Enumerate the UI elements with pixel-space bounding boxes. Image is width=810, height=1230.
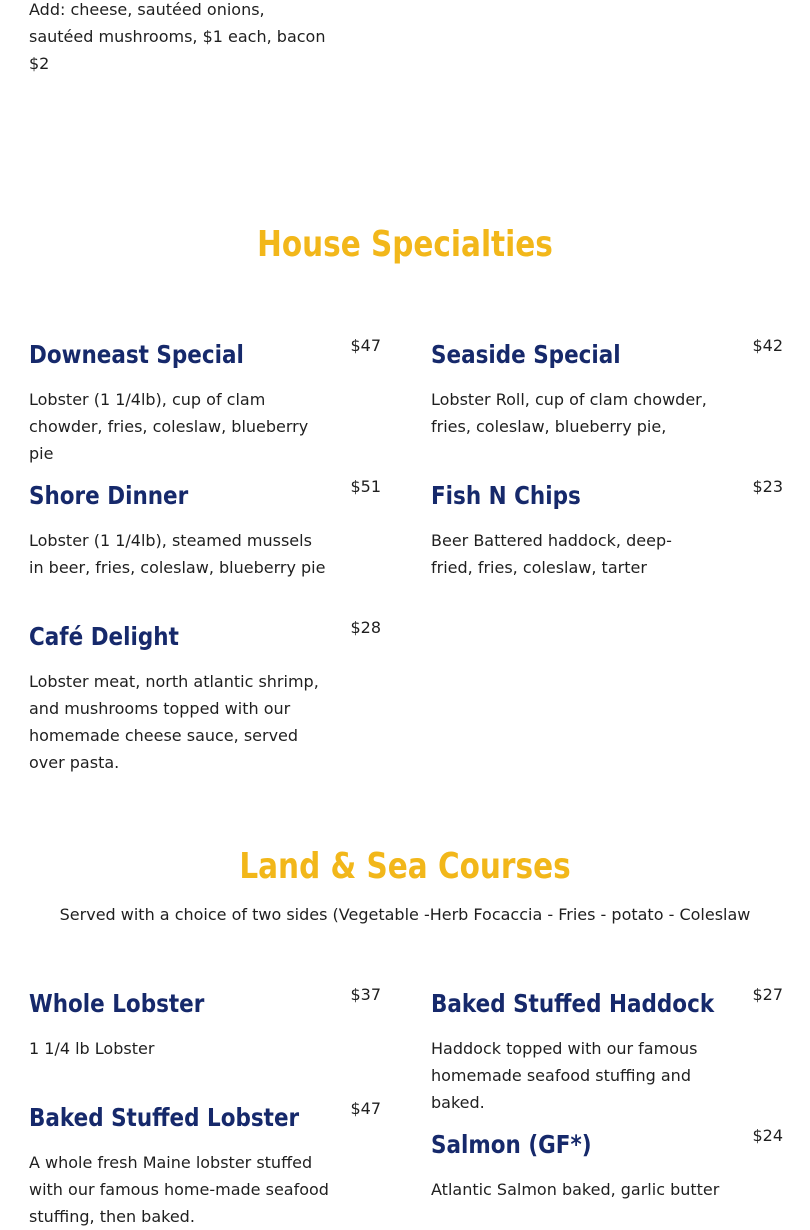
item-description: Lobster (1 1/4lb), cup of clam chowder, fries, coleslaw, blueberry pie [29, 390, 309, 463]
item-description: Lobster (1 1/4lb), steamed mussels in beer, fries, coleslaw, blueberry pie [29, 531, 326, 577]
addon-note: Add: cheese, sautéed onions, sautéed mushrooms, $1 each, bacon $2 [29, 0, 326, 73]
item-name: Baked Stuffed Haddock [431, 989, 715, 1018]
item-description: Lobster meat, north atlantic shrimp, and mushrooms topped with our homemade cheese sauce, served over pasta. [29, 672, 319, 772]
item-price: $37 [350, 985, 381, 1004]
item-description: Lobster Roll, cup of clam chowder, fries, coleslaw, blueberry pie, [431, 390, 707, 436]
item-description: Atlantic Salmon baked, garlic butter [431, 1180, 720, 1199]
item-name: Baked Stuffed Lobster [29, 1103, 300, 1132]
item-price: $23 [752, 477, 783, 496]
item-description: Haddock topped with our famous homemade seafood stuffing and baked. [431, 1039, 698, 1112]
item-description: Beer Battered haddock, deep-fried, fries, coleslaw, tarter [431, 531, 672, 577]
item-description: 1 1/4 lb Lobster [29, 1039, 155, 1058]
item-name: Salmon (GF*) [431, 1130, 592, 1159]
item-description: A whole fresh Maine lobster stuffed with our famous home-made seafood stuffing, then baked. [29, 1153, 329, 1226]
section-title-house-specialties: House Specialties [257, 224, 553, 265]
item-price: $47 [350, 1099, 381, 1118]
item-price: $27 [752, 985, 783, 1004]
section-subtitle: Served with a choice of two sides (Vegetable -Herb Focaccia - Fries - potato - Coleslaw [59, 905, 751, 924]
item-name: Whole Lobster [29, 989, 205, 1018]
item-name: Seaside Special [431, 340, 621, 369]
item-name: Café Delight [29, 622, 179, 651]
item-name: Fish N Chips [431, 481, 581, 510]
item-name: Downeast Special [29, 340, 244, 369]
item-price: $47 [350, 336, 381, 355]
item-price: $24 [752, 1126, 783, 1145]
item-price: $28 [350, 618, 381, 637]
section-title-land-sea-courses: Land & Sea Courses [239, 846, 571, 887]
item-name: Shore Dinner [29, 481, 189, 510]
item-price: $42 [752, 336, 783, 355]
item-price: $51 [350, 477, 381, 496]
